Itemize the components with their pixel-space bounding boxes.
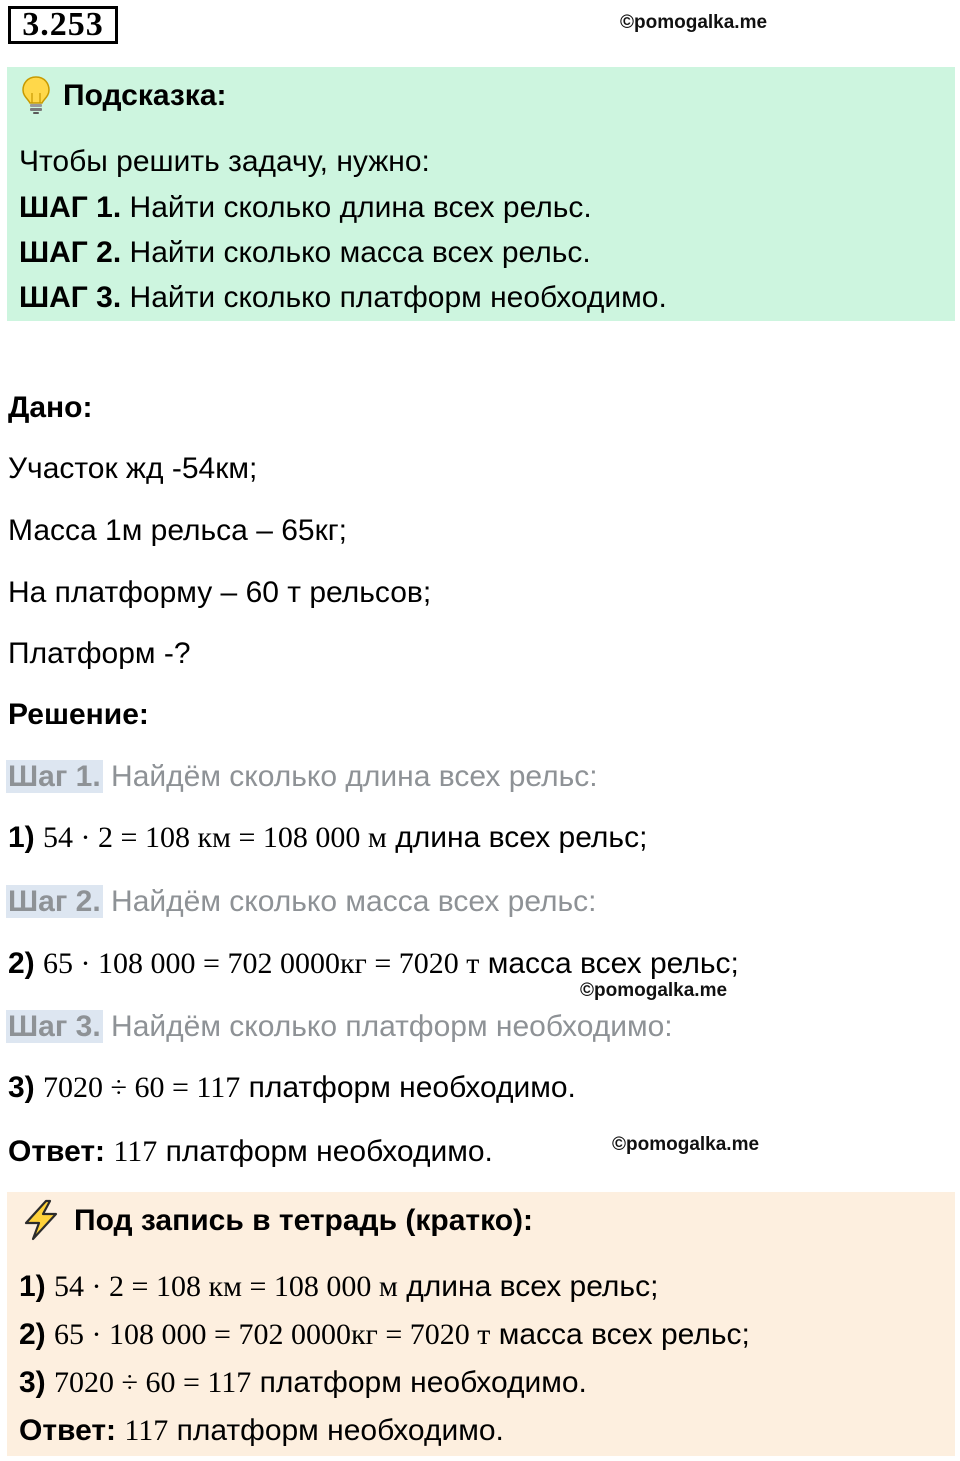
watermark: ©pomogalka.me (620, 12, 768, 33)
line-tail: длина всех рельс; (397, 1270, 659, 1303)
hint-step-label: ШАГ 2. (19, 236, 122, 269)
given-line: На платформу – 60 т рельсов; (8, 576, 432, 609)
solution-title: Решение: (8, 698, 149, 731)
notes-title: Под запись в тетрадь (кратко): (74, 1204, 534, 1237)
solution-line (8, 1070, 576, 1106)
hint-intro: Чтобы решить задачу, нужно: (19, 145, 430, 178)
hint-step-label: ШАГ 1. (19, 191, 122, 224)
answer-number: 117 (124, 1414, 169, 1447)
watermark: ©pomogalka.me (580, 980, 728, 1001)
line-tail: платформ необходимо. (240, 1071, 576, 1104)
line-tail: платформ необходимо. (251, 1366, 587, 1399)
step-label: Шаг 1. (8, 760, 101, 793)
line-number: 2) (8, 947, 35, 980)
notes-line (19, 1317, 750, 1353)
answer-text: платформ необходимо. (168, 1414, 504, 1447)
formula: 7020 ÷ 60 = 117 (43, 1071, 241, 1104)
formula: 54 · 2 = 108 км = 108 000 м (54, 1270, 398, 1303)
line-number: 3) (19, 1366, 46, 1399)
answer-line (8, 1134, 493, 1170)
line-number: 2) (19, 1318, 46, 1351)
problem-number: 3.253 (8, 6, 118, 44)
watermark: ©pomogalka.me (612, 1134, 760, 1155)
hint-step-3 (19, 280, 667, 316)
given-line: Участок жд -54км; (8, 452, 258, 485)
solution-step-heading (6, 884, 597, 920)
solution-line (8, 946, 739, 982)
solution-line (8, 820, 647, 856)
answer-label: Ответ: (8, 1135, 106, 1168)
step-description: Найдём сколько длина всех рельс: (102, 760, 598, 793)
line-tail: длина всех рельс; (386, 821, 648, 854)
hint-step-text: Найти сколько длина всех рельс. (121, 191, 592, 224)
step-label: Шаг 2. (8, 885, 101, 918)
lightning-icon (20, 1199, 62, 1241)
hint-step-label: ШАГ 3. (19, 281, 122, 314)
line-number: 1) (8, 821, 35, 854)
formula: 65 · 108 000 = 702 0000кг = 7020 т (43, 947, 480, 980)
hint-step-text: Найти сколько масса всех рельс. (121, 236, 591, 269)
hint-step-2 (19, 235, 591, 271)
line-tail: масса всех рельс; (479, 947, 739, 980)
formula: 65 · 108 000 = 702 0000кг = 7020 т (54, 1318, 491, 1351)
answer-number: 117 (113, 1135, 158, 1168)
line-number: 3) (8, 1071, 35, 1104)
line-tail: масса всех рельс; (490, 1318, 750, 1351)
given-line: Платформ -? (8, 637, 191, 670)
hint-title: Подсказка: (63, 79, 227, 112)
notes-answer-line (19, 1413, 504, 1449)
formula: 54 · 2 = 108 км = 108 000 м (43, 821, 387, 854)
step-description: Найдём сколько масса всех рельс: (102, 885, 597, 918)
step-description: Найдём сколько платформ необходимо: (102, 1010, 673, 1043)
notes-line (19, 1269, 658, 1305)
formula: 7020 ÷ 60 = 117 (54, 1366, 252, 1399)
given-title: Дано: (8, 391, 93, 424)
line-number: 1) (19, 1270, 46, 1303)
solution-step-heading (6, 1009, 673, 1045)
answer-text: платформ необходимо. (157, 1135, 493, 1168)
hint-step-1 (19, 190, 592, 226)
lightbulb-icon (20, 75, 52, 115)
step-label: Шаг 3. (8, 1010, 101, 1043)
given-line: Масса 1м рельса – 65кг; (8, 514, 347, 547)
notes-line (19, 1365, 587, 1401)
hint-step-text: Найти сколько платформ необходимо. (121, 281, 667, 314)
solution-step-heading (6, 759, 598, 795)
answer-label: Ответ: (19, 1414, 117, 1447)
